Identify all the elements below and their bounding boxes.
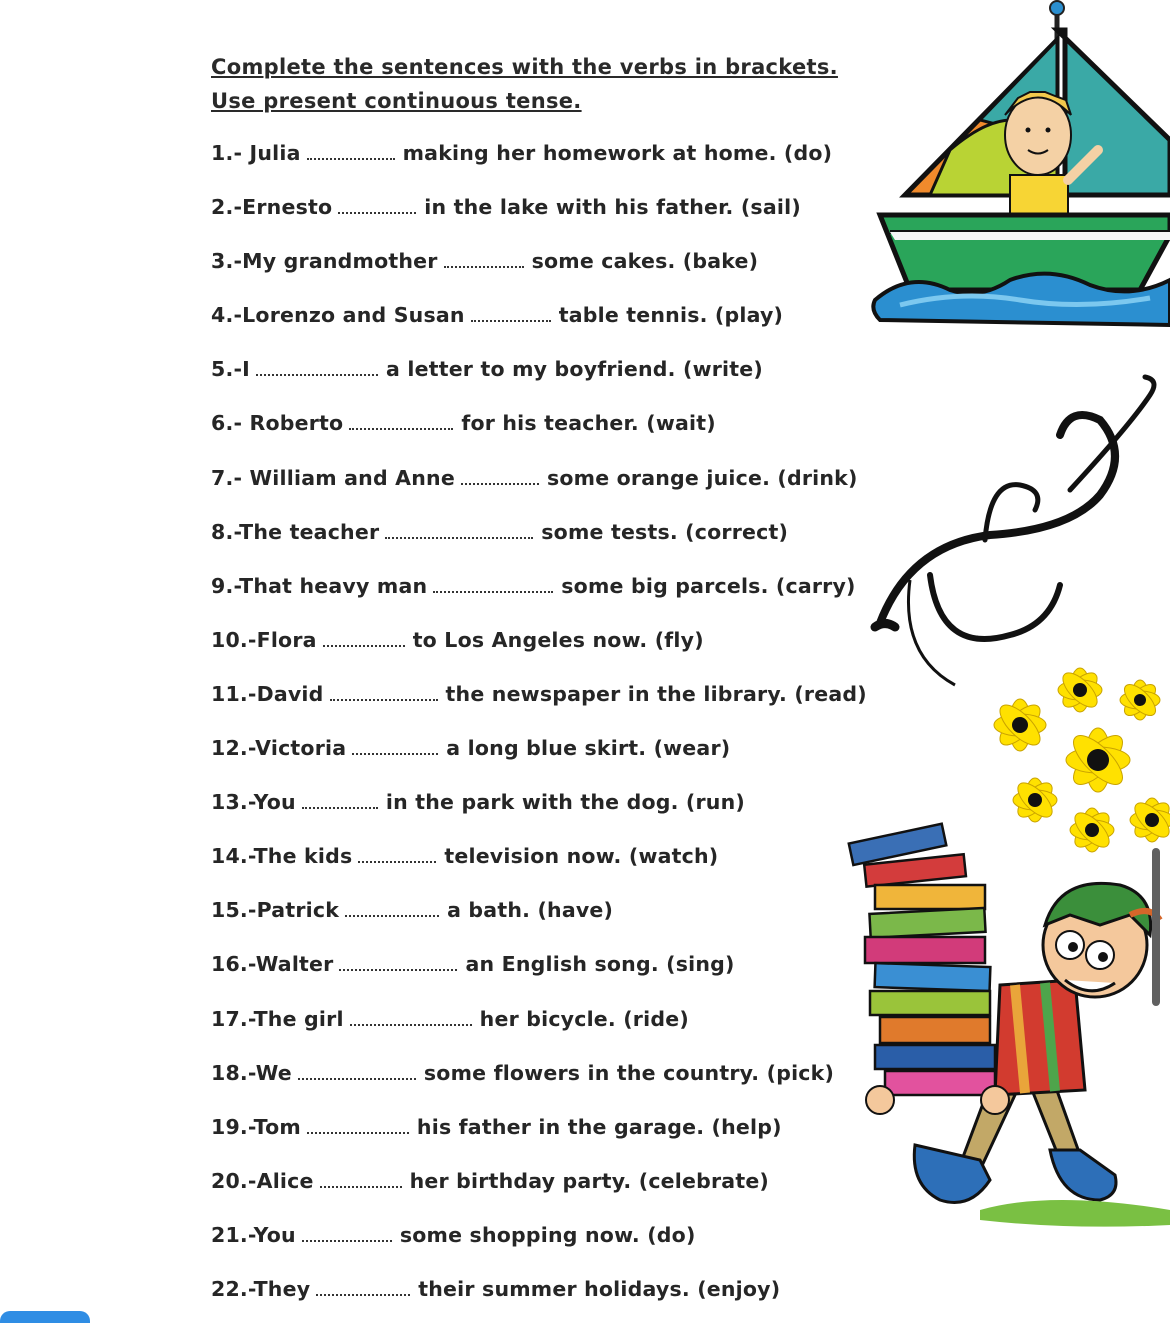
exercise-item <box>211 787 871 841</box>
exercise-subject: 8.-The teacher <box>211 519 380 544</box>
exercise-subject: 10.-Flora <box>211 627 317 652</box>
exercise-rest: a bath. (have) <box>447 898 614 923</box>
answer-blank[interactable] <box>323 629 405 647</box>
exercise-item <box>211 895 871 949</box>
exercise-subject: 14.-The kids <box>211 844 353 869</box>
exercise-rest: in the lake with his father. (sail) <box>424 195 801 220</box>
answer-blank[interactable] <box>352 737 438 755</box>
exercise-item <box>211 1220 871 1274</box>
exercise-rest: in the park with the dog. (run) <box>385 790 745 815</box>
answer-blank[interactable] <box>307 1116 409 1134</box>
exercise-item <box>211 841 871 895</box>
answer-blank[interactable] <box>316 1278 410 1296</box>
exercise-item <box>211 192 871 246</box>
exercise-subject: 17.-The girl <box>211 1006 344 1031</box>
exercise-subject: 12.-Victoria <box>211 736 347 761</box>
boy-carrying-books-icon <box>830 815 1170 1235</box>
answer-blank[interactable] <box>302 1224 392 1242</box>
exercise-rest: the newspaper in the library. (read) <box>445 681 867 706</box>
exercise-subject: 16.-Walter <box>211 952 334 977</box>
answer-blank[interactable] <box>298 1062 416 1080</box>
exercise-subject: 2.-Ernesto <box>211 195 333 220</box>
exercise-subject: 15.-Patrick <box>211 898 340 923</box>
exercise-subject: 9.-That heavy man <box>211 573 428 598</box>
answer-blank[interactable] <box>338 196 416 214</box>
exercise-item <box>211 1058 871 1112</box>
scrollbar[interactable] <box>1152 848 1160 1006</box>
exercise-rest: an English song. (sing) <box>465 952 735 977</box>
answer-blank[interactable] <box>339 953 457 971</box>
answer-blank[interactable] <box>350 1008 472 1026</box>
exercise-item <box>211 1004 871 1058</box>
exercise-rest: some orange juice. (drink) <box>546 465 858 490</box>
answer-blank[interactable] <box>433 575 553 593</box>
exercise-subject: 3.-My grandmother <box>211 249 438 274</box>
exercise-item <box>211 246 871 300</box>
exercise-rest: some flowers in the country. (pick) <box>423 1060 835 1085</box>
instruction-heading: Complete the sentences with the verbs in brackets. Use present continuous tense. <box>211 55 838 113</box>
exercise-rest: some tests. (correct) <box>541 519 789 544</box>
answer-blank[interactable] <box>461 467 539 485</box>
answer-blank[interactable] <box>307 142 395 160</box>
exercise-item <box>211 354 871 408</box>
exercise-rest: television now. (watch) <box>444 844 719 869</box>
exercise-item <box>211 733 871 787</box>
exercise-list <box>211 138 871 1328</box>
exercise-rest: some cakes. (bake) <box>531 249 759 274</box>
exercise-rest: table tennis. (play) <box>558 303 784 328</box>
exercise-subject: 6.- Roberto <box>211 411 344 436</box>
answer-blank[interactable] <box>349 412 453 430</box>
exercise-subject: 18.-We <box>211 1060 292 1085</box>
exercise-subject: 13.-You <box>211 790 296 815</box>
exercise-subject: 22.-They <box>211 1276 311 1301</box>
exercise-item <box>211 625 871 679</box>
answer-blank[interactable] <box>345 899 439 917</box>
bottom-nav-handle[interactable] <box>0 1311 90 1323</box>
exercise-item <box>211 138 871 192</box>
sailboat-icon <box>870 0 1170 330</box>
answer-blank[interactable] <box>302 791 378 809</box>
answer-blank[interactable] <box>320 1170 402 1188</box>
exercise-rest: to Los Angeles now. (fly) <box>412 627 704 652</box>
exercise-rest: a letter to my boyfriend. (write) <box>386 357 763 382</box>
exercise-rest: his father in the garage. (help) <box>416 1114 782 1139</box>
exercise-item <box>211 517 871 571</box>
exercise-rest: some shopping now. (do) <box>399 1222 696 1247</box>
exercise-subject: 21.-You <box>211 1222 296 1247</box>
exercise-subject: 11.-David <box>211 681 324 706</box>
exercise-subject: 7.- William and Anne <box>211 465 455 490</box>
answer-blank[interactable] <box>471 304 551 322</box>
answer-blank[interactable] <box>444 250 524 268</box>
exercise-subject: 19.-Tom <box>211 1114 301 1139</box>
exercise-item <box>211 463 871 517</box>
exercise-item <box>211 949 871 1003</box>
exercise-item <box>211 571 871 625</box>
exercise-item <box>211 679 871 733</box>
exercise-subject: 1.- Julia <box>211 141 301 165</box>
exercise-subject: 20.-Alice <box>211 1168 314 1193</box>
exercise-item <box>211 1112 871 1166</box>
exercise-subject: 5.-I <box>211 357 250 382</box>
decorative-swirl-icon <box>870 365 1170 695</box>
exercise-rest: a long blue skirt. (wear) <box>446 736 731 761</box>
exercise-rest: for his teacher. (wait) <box>461 411 716 436</box>
answer-blank[interactable] <box>358 845 436 863</box>
exercise-rest: some big parcels. (carry) <box>561 573 856 598</box>
exercise-rest: making her homework at home. (do) <box>402 141 833 165</box>
answer-blank[interactable] <box>330 683 438 701</box>
exercise-subject: 4.-Lorenzo and Susan <box>211 303 465 328</box>
exercise-rest: her birthday party. (celebrate) <box>409 1168 770 1193</box>
exercise-rest: her bicycle. (ride) <box>479 1006 689 1031</box>
exercise-item <box>211 1166 871 1220</box>
answer-blank[interactable] <box>385 521 533 539</box>
exercise-item <box>211 300 871 354</box>
exercise-rest: their summer holidays. (enjoy) <box>418 1276 781 1301</box>
answer-blank[interactable] <box>256 358 378 376</box>
exercise-item <box>211 1274 871 1328</box>
exercise-item <box>211 408 871 462</box>
